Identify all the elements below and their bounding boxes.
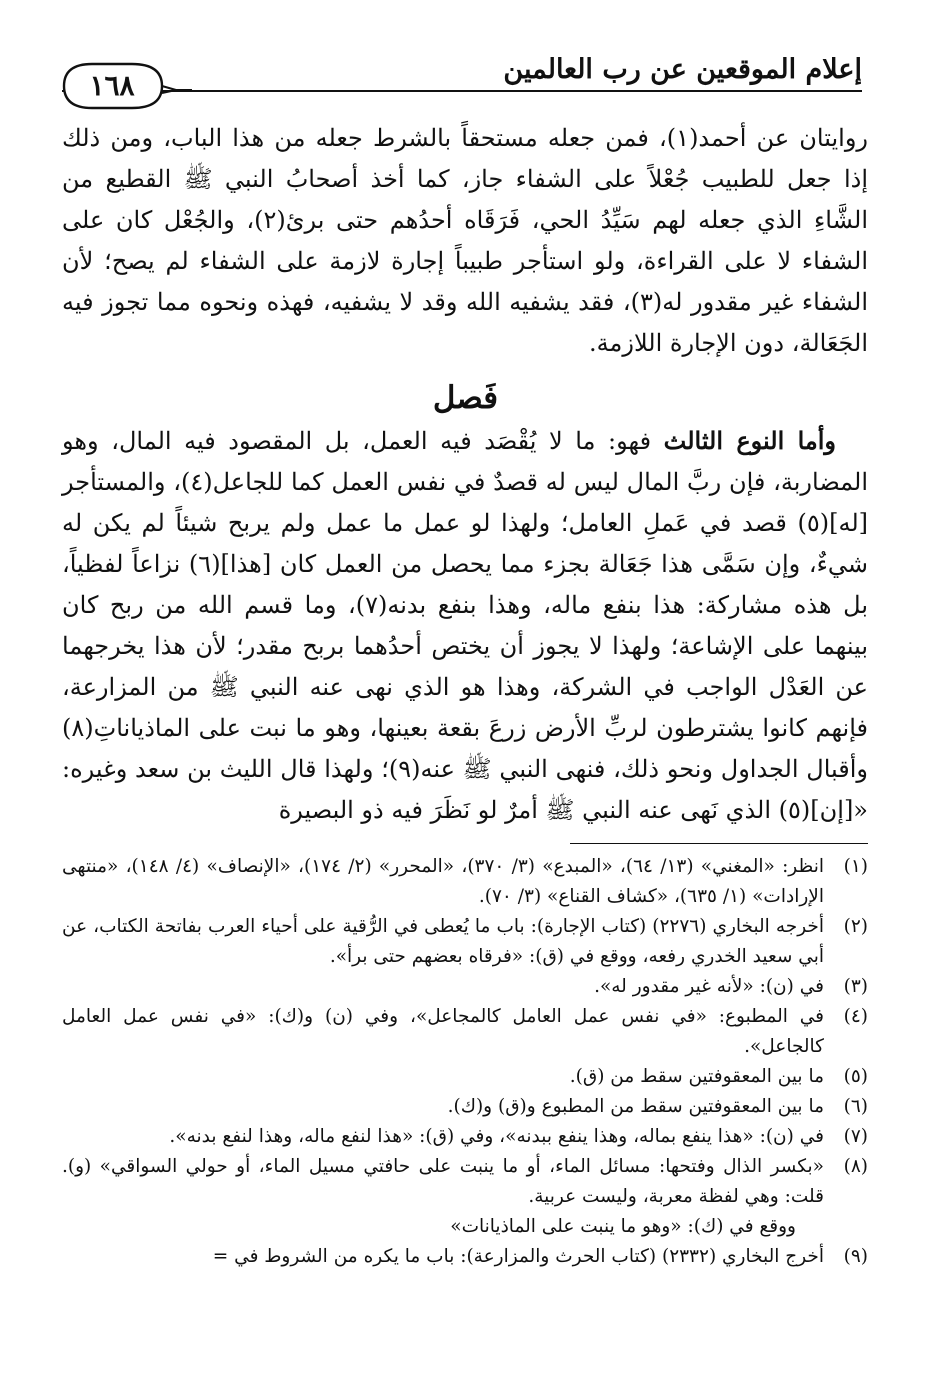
footnote-number: (٦) xyxy=(843,1096,868,1117)
footnote-text: انظر: «المغني» (١٣/ ٦٤)، «المبدع» (٣/ ٣٧٠)، «المحرر» (٢/ ١٧٤)، «الإنصاف» (٤/ ١٤٨)، «منتهى الإرادات» (١/ ٦٣٥)، «كشاف القناع» (٣/ ٧٠). xyxy=(62,856,824,907)
footnote-text: ما بين المعقوفتين سقط من (ق). xyxy=(569,1066,824,1087)
footnote xyxy=(62,912,868,972)
footnote-number: (٥) xyxy=(843,1066,868,1087)
footnote xyxy=(62,1122,868,1152)
section-lead: وأما النوع الثالث xyxy=(663,426,836,455)
opening-paragraph: روايتان عن أحمد(١)، فمن جعله مستحقاً بالشرط جعله من هذا الباب، ومن ذلك إذا جعل للطبيب جُعْلاً على الشفاء جاز، كما أخذ أصحابُ النبي ﷺ القطيع من الشَّاءِ الذي جعله لهم سَيِّدُ الحي، فَرَقَاه أحدُهم حتى برئ(٢)، والجُعْل كان على الشفاء لا على القراءة، ولو استأجر طبيباً إجارة لازمة على الشفاء لم يصح؛ لأن الشفاء غير مقدور له(٣)، فقد يشفيه الله وقد لا يشفيه، فهذه ونحوه مما تجوز فيه الجَعَالة، دون الإجارة اللازمة. xyxy=(62,124,869,357)
footnotes xyxy=(62,852,868,1272)
footnote-text: ووقع في (ك): «وهو ما ينبت على الماذيانات» xyxy=(450,1216,796,1237)
footnote-text: في (ن): «لأنه غير مقدور له». xyxy=(594,976,824,997)
main-text xyxy=(62,118,868,364)
footnote-text: في المطبوع: «في نفس عمل العامل كالمجاعل»، وفي (ن) و(ك): «في نفس عمل العامل كالجاعل». xyxy=(62,1006,824,1057)
page-number: ١٦٨ xyxy=(89,69,135,102)
section-text: فهو: ما لا يُقْصَد فيه العمل، بل المقصود فيه المال، وهو المضاربة، فإن ربَّ المال ليس له قصدٌ في نفس العمل كما للجاعل(٤)، والمستأجر [له](٥) قصد في عَملِ العامل؛ ولهذا لو عمل ما عمل ولم يربح شيئاً لم يكن له شيءٌ، وإن سَمَّى هذا جَعَالة بجزء مما يحصل من العمل كان [هذا](٦) نزاعاً لفظياً، بل هذه مشاركة: هذا بنفع ماله، وهذا بنفع بدنه(٧)، وما قسم الله من ربح كان بينهما على الإشاعة؛ ولهذا لا يجوز أن يختص أحدُهما بربح مقدر؛ لأن هذا يخرجهما عن العَدْل الواجب في الشركة، وهذا هو الذي نهى عنه النبي ﷺ من المزارعة، فإنهم كانوا يشترطون لربِّ الأرض زرعَ بقعة بعينها، وهو ما نبت على الماذياناتِ(٨) وأقبال الجداول ونحو ذلك، فنهى النبي ﷺ عنه(٩)؛ ولهذا قال الليث بن سعد وغيره: «[إن](٥) الذي نَهى عنه النبي ﷺ أمرٌ لو نَظَرَ فيه ذو البصيرة xyxy=(62,427,869,824)
footnote xyxy=(62,1242,868,1272)
footnote xyxy=(62,1062,868,1092)
footnote xyxy=(62,1152,868,1242)
footnote-number: (١) xyxy=(843,856,868,877)
footnote-number: (٨) xyxy=(843,1156,868,1177)
footnote xyxy=(62,1092,868,1122)
footnote-number: (٣) xyxy=(843,976,868,997)
section-heading: فَصل xyxy=(432,380,499,416)
running-title: إعلام الموقعين عن رب العالمين xyxy=(503,54,862,85)
page-number-badge xyxy=(62,61,192,111)
footnote-text: أخرجه البخاري (٢٢٧٦) (كتاب الإجارة): باب ما يُعطى في الرُّقية على أحياء العرب بفاتحة الكتاب، عن أبي سعيد الخدري رفعه، ووقع في (ق): «فرقاه بعضهم حتى برأ». xyxy=(62,916,824,967)
footnote-text: في (ن): «هذا ينفع بماله، وهذا ينفع ببدنه»، وفي (ق): «هذا لنفع ماله، وهذا لنفع بدنه». xyxy=(169,1126,824,1147)
footnote-number: (٢) xyxy=(843,916,868,937)
section-paragraph xyxy=(62,420,868,831)
page-header xyxy=(62,48,862,108)
footnote-number: (٧) xyxy=(843,1126,868,1147)
footnote xyxy=(62,1002,868,1062)
footnote xyxy=(62,852,868,912)
footnote xyxy=(62,972,868,1002)
footnote-number: (٩) xyxy=(843,1246,868,1267)
footnote-number: (٤) xyxy=(843,1006,868,1027)
footnote-text: «بكسر الذال وفتحها: مسائل الماء، أو ما ينبت على حافتي مسيل الماء، أو حولي السواقي» (و). قلت: وهي لفظة معربة، وليست عربية. xyxy=(62,1156,824,1207)
footnote-text: ما بين المعقوفتين سقط من المطبوع و(ق) و(ك). xyxy=(447,1096,824,1117)
footnote-text: أخرج البخاري (٢٣٣٢) (كتاب الحرث والمزارعة): باب ما يكره من الشروط في = xyxy=(212,1246,824,1267)
footnote-separator xyxy=(570,843,868,844)
section-body xyxy=(62,420,868,831)
